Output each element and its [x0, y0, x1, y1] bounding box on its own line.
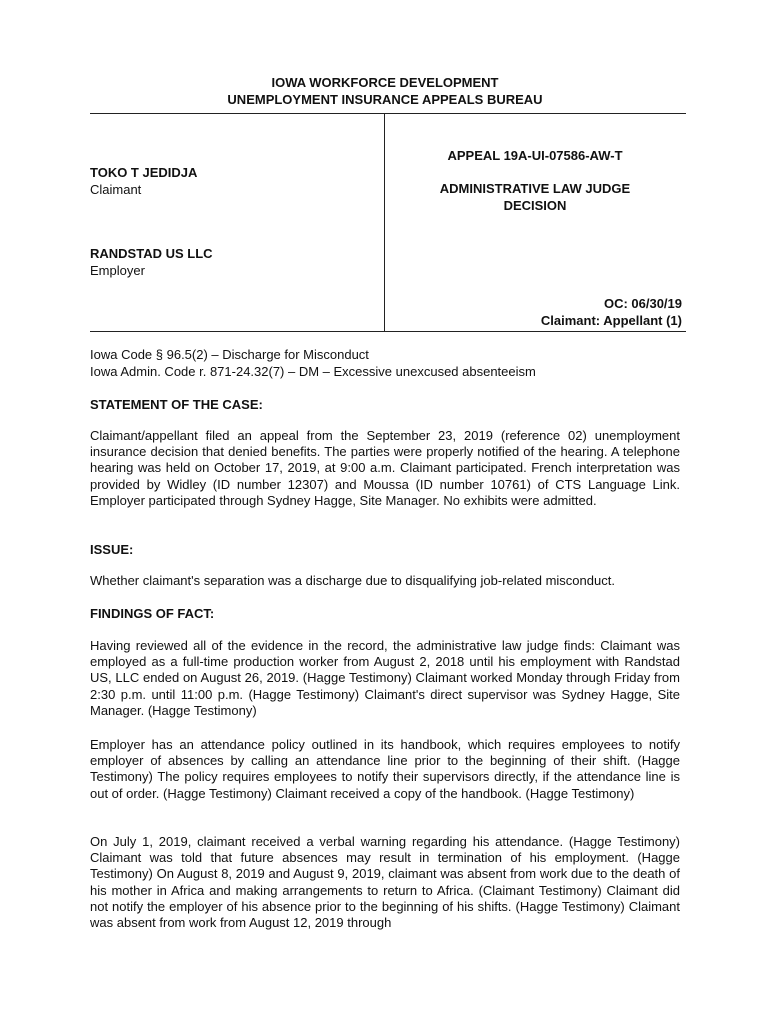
decision-title-line1: ADMINISTRATIVE LAW JUDGE	[439, 181, 631, 196]
findings-paragraph-2: Employer has an attendance policy outlined in its handbook, which requires employees to notify employer of absences by calling an attendance line prior to the beginning of their shift. (Hagge Testimony) The policy requires employees to notify their supervisors directly, if the attendance line is out of order. (Hagge Testimony) Claimant received a copy of the handbook. (Hagge Testimony)	[90, 737, 680, 801]
issue-heading: ISSUE:	[90, 542, 134, 557]
employer-name: RANDSTAD US LLC	[90, 246, 213, 261]
claimant-name: TOKO T JEDIDJA	[90, 165, 198, 180]
caption-bottom-rule	[90, 331, 686, 332]
caption-divider	[384, 113, 385, 332]
findings-paragraph-1: Having reviewed all of the evidence in the record, the administrative law judge finds: Claimant was employed as a full-time production worker from August 2, 2018 until his employment with Randstad US, LLC ended on August 26, 2019. (Hagge Testimony) Claimant worked Monday through Friday from 2:30 p.m. until 11:00 p.m. (Hagge Testimony) Claimant's direct supervisor was Sydney Hagge, Site Manager. (Hagge Testimony)	[90, 638, 680, 718]
decision-title-line2: DECISION	[503, 198, 567, 213]
issue-paragraph: Whether claimant's separation was a discharge due to disqualifying job-related misconduct.	[90, 573, 615, 588]
findings-paragraph-3: On July 1, 2019, claimant received a verbal warning regarding his attendance. (Hagge Testimony) Claimant was told that future absences may result in termination of his employment. (Hagge Testimony) On August 8, 2019 and August 9, 2019, claimant was absent from work due to the death of his mother in Africa and making arrangements to return to Africa. (Claimant Testimony) Claimant did not notify the employer of his absence prior to the beginning of his shifts. (Hagge Testimony) Claimant was absent from work from August 12, 2019 through	[90, 834, 680, 931]
appeal-number: APPEAL 19A-UI-07586-AW-T	[447, 148, 623, 163]
findings-heading: FINDINGS OF FACT:	[90, 606, 215, 621]
employer-role: Employer	[90, 263, 145, 278]
appellant-label: Claimant: Appellant (1)	[540, 313, 682, 328]
statement-paragraph: Claimant/appellant filed an appeal from the September 23, 2019 (reference 02) unemployment insurance decision that denied benefits. The parties were properly notified of the hearing. A telephone hearing was held on October 17, 2019, at 9:00 a.m. Claimant participated. French interpretation was provided by Widley (ID number 12307) and Moussa (ID number 10761) of CTS Language Link. Employer participated through Sydney Hagge, Site Manager. No exhibits were admitted.	[90, 428, 680, 508]
agency-name: IOWA WORKFORCE DEVELOPMENT	[271, 75, 499, 90]
oc-date: OC: 06/30/19	[603, 296, 682, 311]
code-citation-1: Iowa Code § 96.5(2) – Discharge for Misconduct	[90, 347, 369, 362]
statement-heading: STATEMENT OF THE CASE:	[90, 397, 263, 412]
bureau-name: UNEMPLOYMENT INSURANCE APPEALS BUREAU	[227, 92, 543, 107]
code-citation-2: Iowa Admin. Code r. 871-24.32(7) – DM – Excessive unexcused absenteeism	[90, 364, 536, 379]
caption-top-rule	[90, 113, 686, 114]
claimant-role: Claimant	[90, 182, 142, 197]
